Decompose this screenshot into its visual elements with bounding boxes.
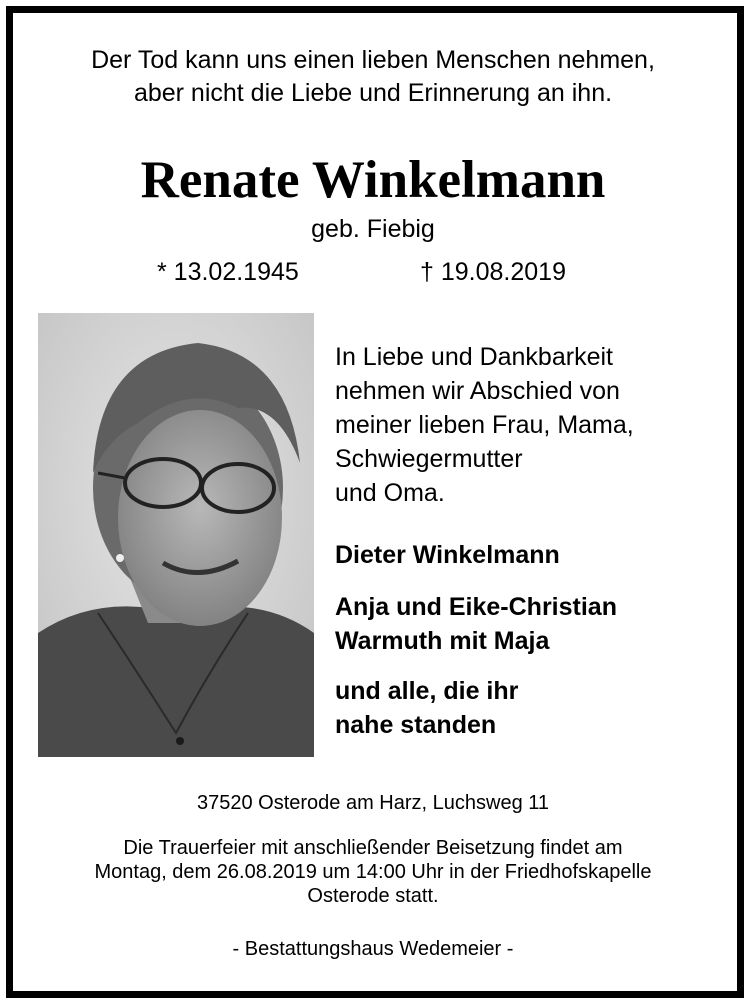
farewell-line: meiner lieben Frau, Mama, [335,411,634,439]
mourner-others [335,674,518,742]
quote-line: Der Tod kann uns einen lieben Menschen nehmen, [91,46,655,74]
funeral-line: Osterode statt. [307,885,439,907]
undertaker-name: - Bestattungshaus Wedemeier - [232,938,514,960]
funeral-details [0,836,746,908]
memorial-quote [0,44,746,110]
farewell-line: nehmen wir Abschied von [335,377,620,405]
mourner-family [335,590,617,658]
mourner-line: Dieter Winkelmann [335,541,560,569]
quote-line: aber nicht die Liebe und Erinnerung an ihn. [133,79,613,107]
birth-date: * 13.02.1945 [157,258,299,286]
portrait-illustration [38,313,314,757]
mourner-line: Anja und Eike-Christian [335,593,617,621]
maiden-name: geb. Fiebig [311,215,435,243]
farewell-line: Schwiegermutter [335,445,523,473]
family-address: 37520 Osterode am Harz, Luchsweg 11 [196,792,550,814]
mourner-line: und alle, die ihr [335,677,519,705]
mourner-spouse [335,538,560,572]
funeral-line: Die Trauerfeier mit anschließender Beisetzung findet am [123,837,623,859]
death-date: † 19.08.2019 [420,258,566,286]
farewell-text [335,340,634,510]
mourner-line: nahe standen [335,711,497,739]
farewell-line: In Liebe und Dankbarkeit [335,343,613,371]
farewell-line: und Oma. [335,479,445,507]
deceased-name: Renate Winkelmann [140,151,606,209]
mourner-line: Warmuth mit Maja [335,627,550,655]
portrait-photo [38,313,314,757]
funeral-line: Montag, dem 26.08.2019 um 14:00 Uhr in der Friedhofskapelle [94,861,652,883]
